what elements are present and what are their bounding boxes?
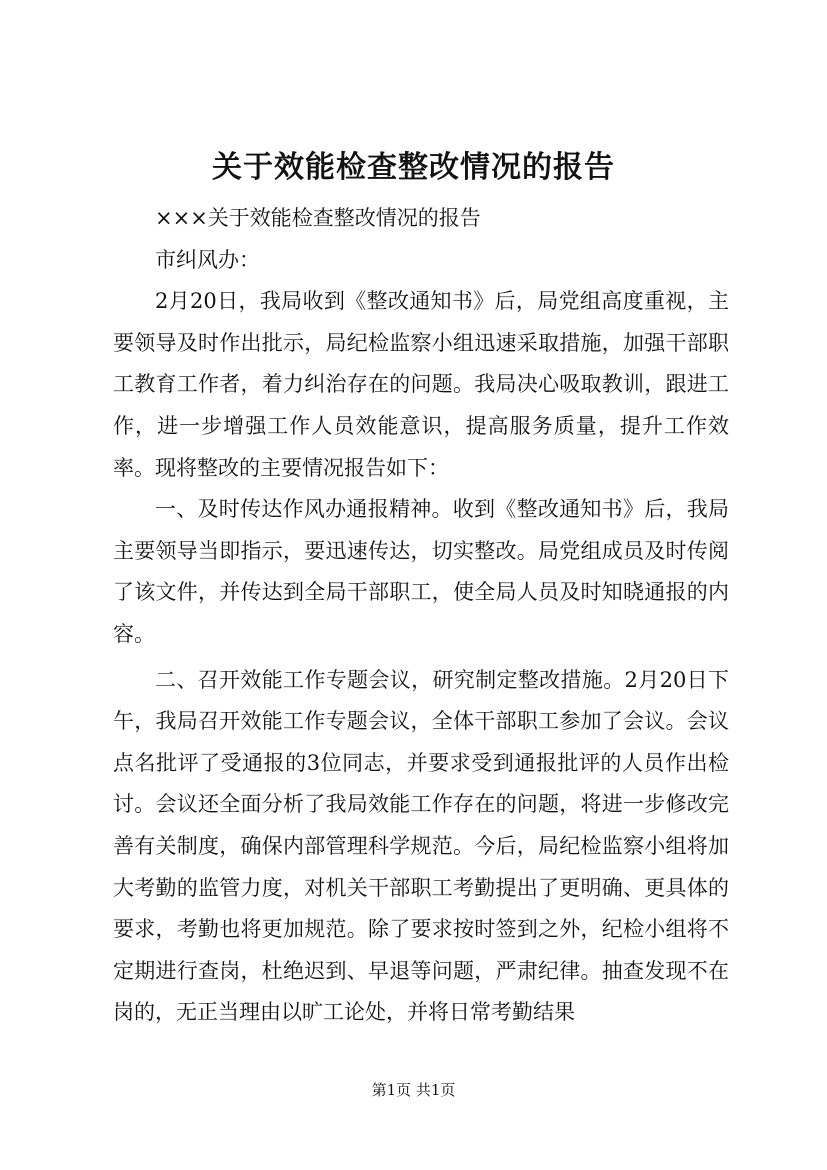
subtitle-line: ×××关于效能检查整改情况的报告	[155, 206, 481, 230]
body-paragraph-3: 二、召开效能工作专题会议，研究制定整改措施。2月20日下午，我局召开效能工作专题会议，全体干部职工参加了会议。会议点名批评了受通报的3位同志，并要求受到通报批评的人员作出检讨。会议还全面分析了我局效能工作存在的问题，将进一步修改完善有关制度，确保内部管理科学规范。今后，局纪检监察小组将加大考勤的监管力度，对机关干部职工考勤提出了更明确、更具体的要求，考勤也将更加规范。除了要求按时签到之外，纪检小组将不定期进行查岗，杜绝迟到、早退等问题，严肃纪律。抽查发现不在岗的，无正当理由以旷工论处，并将日常考勤结果	[113, 667, 729, 1025]
page-footer: 第1页 共1页	[371, 1081, 456, 1099]
document-title: 关于效能检查整改情况的报告	[212, 150, 615, 185]
body-paragraph-2: 一、及时传达作风办通报精神。收到《整改通知书》后，我局主要领导当即指示，要迅速传达，切实整改。局党组成员及时传阅了该文件，并传达到全局干部职工，使全局人员及时知晓通报的内容。	[113, 497, 729, 646]
addressee-line: 市纠风办：	[155, 247, 260, 272]
body-paragraph-1: 2月20日，我局收到《整改通知书》后，局党组高度重视，主要领导及时作出批示，局纪检监察小组迅速采取措施，加强干部职工教育工作者，着力纠治存在的问题。我局决心吸取教训，跟进工作，进一步增强工作人员效能意识，提高服务质量，提升工作效率。现将整改的主要情况报告如下：	[113, 289, 729, 480]
document-body	[113, 198, 729, 1034]
